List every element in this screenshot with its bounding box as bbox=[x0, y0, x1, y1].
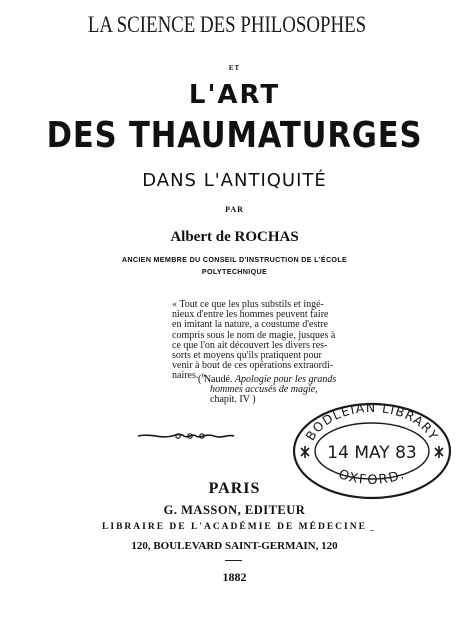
imprint-city: PARIS bbox=[208, 480, 261, 497]
ornament-divider bbox=[136, 428, 236, 447]
stamp-date: 14 MAY 83 bbox=[327, 443, 417, 463]
stamp-top-text: BODLEIAN LIBRARY bbox=[302, 399, 442, 444]
epigraph-line: venir à bout de ces opérations extraordi- bbox=[172, 360, 334, 372]
short-rule bbox=[225, 560, 242, 561]
by-label: PAR bbox=[225, 205, 244, 214]
epigraph-line: nieux d'entre les hommes peuvent faire bbox=[172, 309, 329, 321]
epigraph-line: « Tout ce que les plus substils et ingé- bbox=[172, 299, 324, 310]
imprint-publisher: G. MASSON, EDITEUR bbox=[163, 503, 306, 517]
citation-work-1: Apologie pour les grands bbox=[234, 374, 337, 385]
epigraph-line: en imitant la nature, a coustume d'estre bbox=[172, 319, 328, 331]
epigraph-line: compris sous le nom de magie, jusques à bbox=[172, 329, 336, 341]
paper-speck bbox=[370, 530, 374, 531]
author-credit-line-2: POLYTECHNIQUE bbox=[201, 267, 268, 276]
title-line-2: L'ART bbox=[188, 80, 281, 110]
flourish-icon bbox=[136, 429, 236, 443]
epigraph-line: ce que l'on ait découvert les divers res- bbox=[172, 339, 328, 351]
author-credit-line-1: ANCIEN MEMBRE DU CONSEIL D'INSTRUCTION DE L'ÉCOLE bbox=[121, 255, 348, 264]
title-line-1: LA SCIENCE DES PHILOSOPHES bbox=[87, 12, 367, 37]
author-name: Albert de ROCHAS bbox=[170, 229, 299, 245]
stamp-bottom-text: OXFORD. bbox=[336, 466, 408, 488]
imprint-address: 120, BOULEVARD SAINT-GERMAIN, 120 bbox=[131, 540, 338, 552]
imprint-library: LIBRAIRE DE L'ACADÉMIE DE MÉDECINE bbox=[102, 522, 367, 532]
imprint-year: 1882 bbox=[222, 570, 247, 584]
citation-end: chapit. IV ) bbox=[210, 394, 256, 406]
citation-work-2: hommes accusés de magie, bbox=[210, 384, 318, 396]
title-conjunction: ET bbox=[228, 64, 241, 72]
title-line-4: DANS L'ANTIQUITÉ bbox=[142, 170, 327, 191]
epigraph-line: sorts et moyens qu'ils pratiquent pour bbox=[172, 350, 322, 362]
epigraph-line: naires. » bbox=[172, 370, 206, 382]
citation-prefix: ( Naudé. bbox=[198, 374, 233, 385]
title-line-3: DES THAUMATURGES bbox=[46, 115, 423, 156]
epigraph bbox=[172, 300, 377, 382]
